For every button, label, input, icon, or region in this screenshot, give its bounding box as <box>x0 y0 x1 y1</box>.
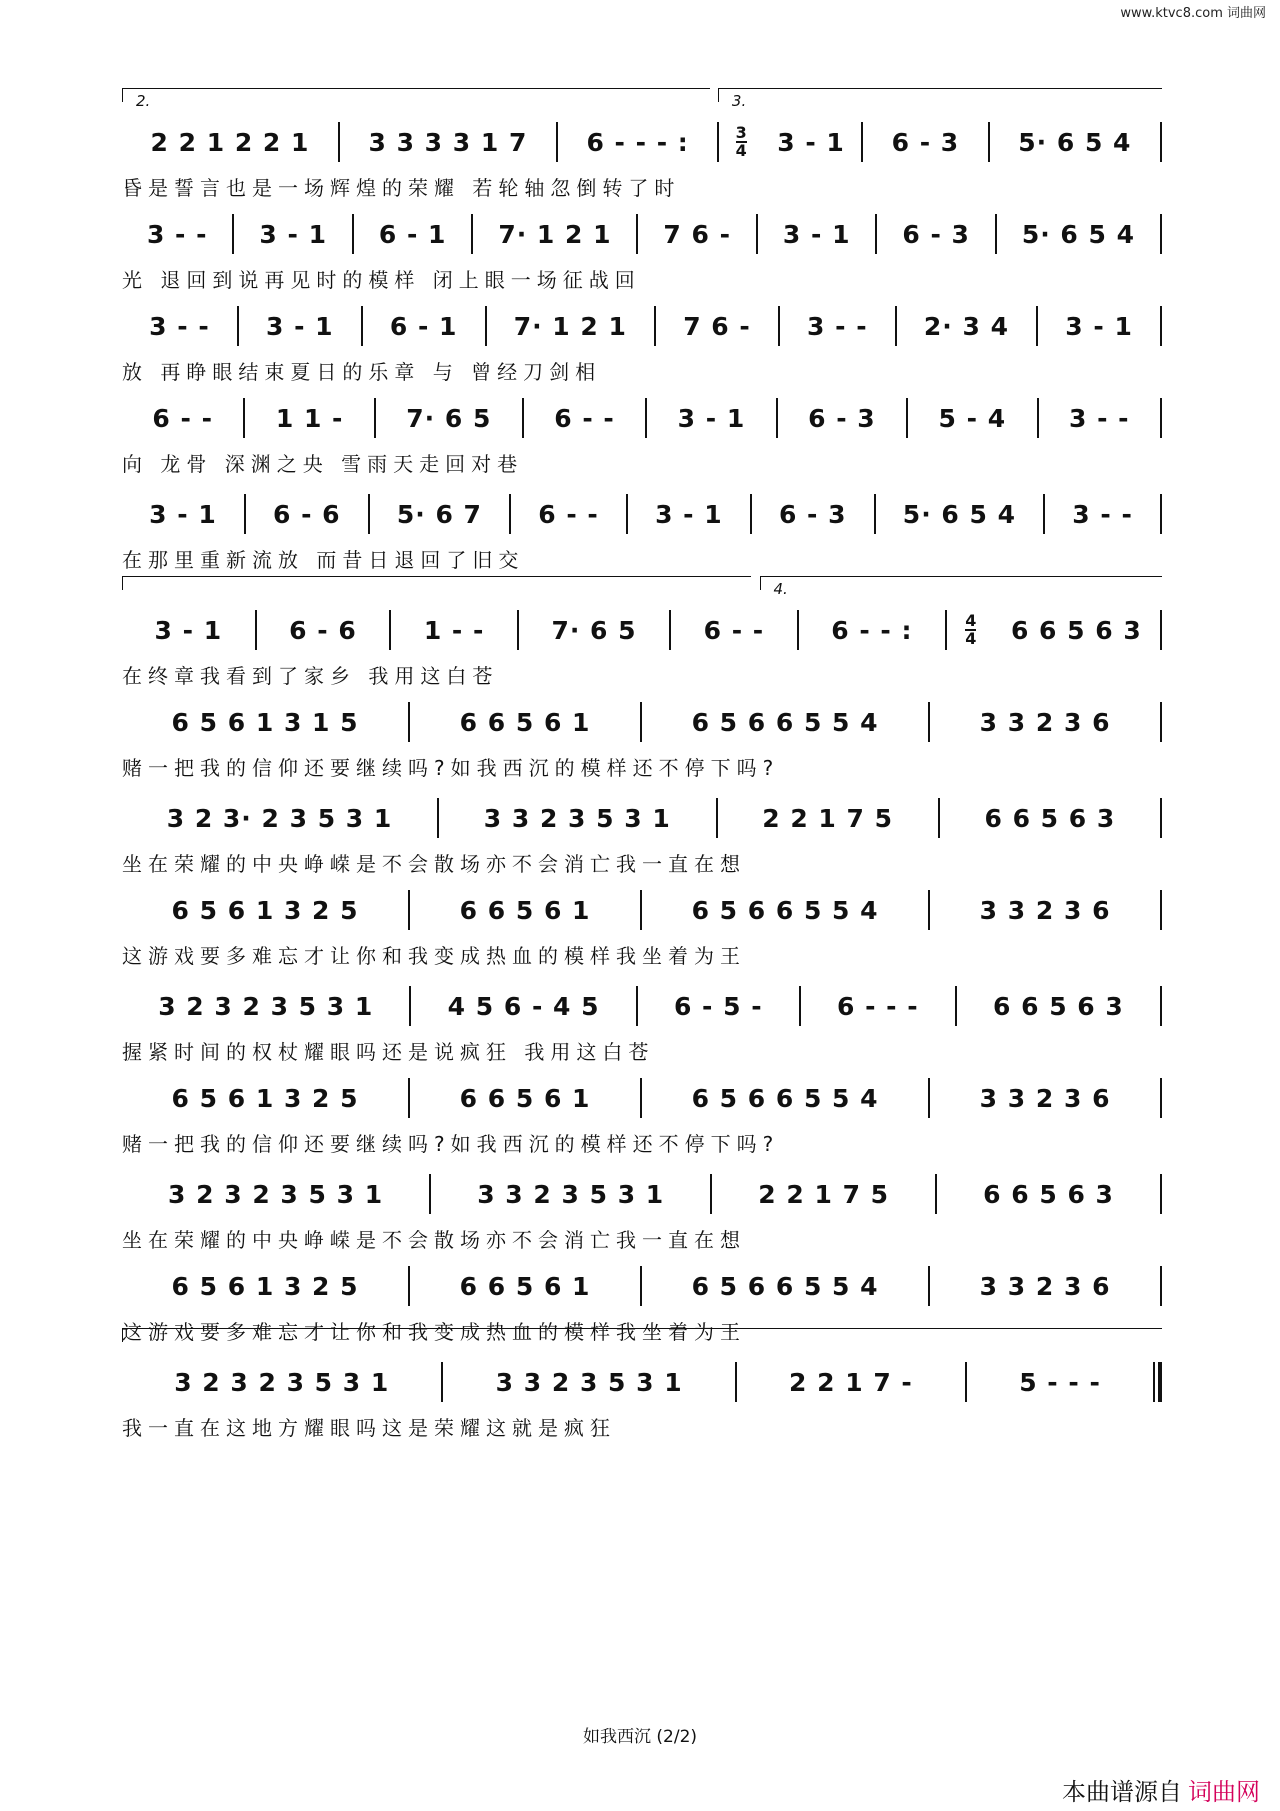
measure-notes: 3 3 2 3 5 3 1 <box>483 803 671 833</box>
notation-row <box>122 398 1162 438</box>
measure <box>718 798 938 838</box>
site-url[interactable]: www.ktvc8.com 词曲网 <box>1120 6 1266 21</box>
measure <box>363 306 485 346</box>
measure <box>122 306 237 346</box>
notation-row <box>122 1266 1162 1306</box>
measure-notes: 1 - - <box>423 615 485 645</box>
measure <box>628 494 750 534</box>
measure-notes: 7· 6 5 <box>406 403 492 433</box>
measure <box>638 986 799 1026</box>
measure <box>122 702 408 742</box>
lyrics-line: 向 龙骨 深渊之央 雪雨天走回对巷 <box>122 452 524 476</box>
final-bar-line <box>1153 1362 1162 1402</box>
measure <box>122 1078 408 1118</box>
measure <box>877 214 994 254</box>
measure-notes: 5· 6 5 4 <box>1021 219 1136 249</box>
measure-notes: 7· 1 2 1 <box>513 311 627 341</box>
score-system <box>122 1328 1162 1448</box>
measure <box>122 214 232 254</box>
bar-line <box>1160 986 1162 1026</box>
volta-label: 3. <box>731 92 747 110</box>
measure-notes: 3 - - <box>1072 499 1133 529</box>
measure-notes: 6 - - <box>554 403 615 433</box>
measure-notes: 6 - 6 <box>273 499 341 529</box>
volta-hook <box>122 576 123 590</box>
measure-notes: 3 - 1 <box>265 311 334 341</box>
time-signature-numerator: 3 <box>735 123 747 142</box>
notation-row <box>122 798 1162 838</box>
lyrics-line: 坐在荣耀的中央峥嵘是不会散场亦不会消亡我一直在想 <box>122 852 746 876</box>
measure-notes: 6 - 3 <box>891 127 960 157</box>
measure <box>558 122 717 162</box>
measure <box>930 890 1160 930</box>
measure <box>122 1362 441 1402</box>
measure <box>780 306 895 346</box>
volta-hook <box>718 88 719 102</box>
measure-notes: 5· 6 7 <box>396 499 482 529</box>
lyrics-line: 赌一把我的信仰还要继续吗?如我西沉的模样还不停下吗? <box>122 1132 780 1156</box>
measure <box>122 798 437 838</box>
measure-notes: 3 3 2 3 6 <box>979 707 1111 737</box>
measure <box>245 398 373 438</box>
bar-line <box>1160 798 1162 838</box>
measure-notes: 7 6 - <box>663 219 731 249</box>
lyrics-line: 赌一把我的信仰还要继续吗?如我西沉的模样还不停下吗? <box>122 756 780 780</box>
measure-notes: 2· 3 4 <box>923 311 1009 341</box>
measure <box>234 214 351 254</box>
measure-notes: 7· 1 2 1 <box>498 219 612 249</box>
measure <box>799 610 945 650</box>
measure-notes: 6 - 1 <box>389 311 458 341</box>
notation-row <box>122 122 1162 162</box>
volta-bracket <box>122 88 710 89</box>
time-signature <box>965 613 976 647</box>
measure-notes: 3 - 1 <box>777 127 845 157</box>
measure-notes: 7· 6 5 <box>551 615 637 645</box>
measure-notes: 3 2 3 2 3 5 3 1 <box>174 1367 390 1397</box>
lyrics-line: 这游戏要多难忘才让你和我变成热血的模样我坐着为王 <box>122 1320 746 1344</box>
measure-notes: 6 5 6 1 3 1 5 <box>171 707 359 737</box>
bar-line <box>1160 1266 1162 1306</box>
measure <box>947 610 1160 650</box>
measure-notes: 6 6 5 6 3 <box>1010 615 1142 645</box>
notation-row <box>122 1362 1162 1402</box>
notation-row <box>122 1078 1162 1118</box>
measure-notes: 6 - - <box>703 615 765 645</box>
measure <box>257 610 390 650</box>
measure <box>410 1266 640 1306</box>
measure <box>937 1174 1160 1214</box>
bar-line <box>1160 702 1162 742</box>
measure-notes: 3 3 3 3 1 7 <box>368 127 528 157</box>
measure-notes: 6 - - - <box>836 991 919 1021</box>
measure <box>376 398 522 438</box>
bar-line <box>1160 1078 1162 1118</box>
source-brand[interactable]: 词曲网 <box>1188 1778 1260 1806</box>
bar-line <box>1160 306 1162 346</box>
measure-notes: 6 - 3 <box>778 499 847 529</box>
lyrics-line: 在那里重新流放 而昔日退回了旧交 <box>122 548 525 572</box>
measure-notes: 3 - 1 <box>782 219 851 249</box>
volta-hook <box>122 1328 123 1342</box>
time-signature-numerator: 4 <box>965 611 977 630</box>
measure-notes: 3 - 1 <box>149 499 217 529</box>
lyrics-line: 在终章我看到了家乡 我用这白苍 <box>122 664 499 688</box>
measure <box>967 1362 1153 1402</box>
measure <box>487 306 654 346</box>
measure-notes: 3 - 1 <box>154 615 223 645</box>
measure-notes: 6 5 6 1 3 2 5 <box>171 1083 359 1113</box>
measure <box>524 398 645 438</box>
measure <box>778 398 906 438</box>
measure <box>340 122 556 162</box>
measure-notes: 6 - - : <box>831 615 913 645</box>
volta-bracket <box>122 1328 1162 1329</box>
measure-notes: 6 - - - : <box>586 127 689 157</box>
measure-notes: 6 - 6 <box>289 615 357 645</box>
measure-notes: 6 5 6 1 3 2 5 <box>171 1271 359 1301</box>
notation-row <box>122 214 1162 254</box>
measure <box>246 494 368 534</box>
notation-row <box>122 890 1162 930</box>
bar-line <box>1160 214 1162 254</box>
measure-notes: 6 5 6 6 5 5 4 <box>691 895 879 925</box>
bar-line <box>1160 122 1162 162</box>
lyrics-line: 这游戏要多难忘才让你和我变成热血的模样我坐着为王 <box>122 944 746 968</box>
measure-notes: 6 6 5 6 1 <box>459 1083 591 1113</box>
measure <box>737 1362 965 1402</box>
measure-notes: 6 5 6 6 5 5 4 <box>691 1083 879 1113</box>
measure <box>122 610 255 650</box>
measure <box>122 890 408 930</box>
measure <box>122 494 244 534</box>
measure-notes: 3 - 1 <box>655 499 723 529</box>
volta-hook <box>760 576 761 590</box>
measure <box>930 702 1160 742</box>
notation-row <box>122 494 1162 534</box>
measure <box>642 890 928 930</box>
time-signature-denominator: 4 <box>965 629 977 648</box>
measure-notes: 6 - - <box>152 403 213 433</box>
volta-bracket <box>122 576 751 577</box>
bar-line <box>1160 610 1162 650</box>
measure <box>758 214 875 254</box>
volta-bracket <box>760 576 1162 577</box>
bar-line <box>1160 890 1162 930</box>
measure <box>642 1266 928 1306</box>
measure <box>997 214 1160 254</box>
lyrics-line: 坐在荣耀的中央峥嵘是不会散场亦不会消亡我一直在想 <box>122 1228 746 1252</box>
measure <box>411 986 635 1026</box>
source-credit[interactable] <box>1062 1772 1260 1807</box>
measure-notes: 6 5 6 6 5 5 4 <box>691 1271 879 1301</box>
measure-notes: 2 2 1 7 5 <box>758 1179 890 1209</box>
bar-line <box>1160 494 1162 534</box>
measure <box>656 306 778 346</box>
measure <box>122 1266 408 1306</box>
measure <box>897 306 1036 346</box>
measure-notes: 3 - - <box>1068 403 1130 433</box>
measure <box>647 398 775 438</box>
measure-notes: 3 - - <box>149 311 210 341</box>
bar-line <box>1160 1174 1162 1214</box>
measure-notes: 4 5 6 - 4 5 <box>447 991 600 1021</box>
measure-notes: 3 2 3 2 3 5 3 1 <box>158 991 374 1021</box>
measure <box>638 214 755 254</box>
measure-notes: 3 - 1 <box>677 403 746 433</box>
measure-notes: 3 - - <box>807 311 868 341</box>
lyrics-line: 光 退回到说再见时的模样 闭上眼一场征战回 <box>122 268 641 292</box>
measure-notes: 2 2 1 7 - <box>789 1367 913 1397</box>
notation-row <box>122 610 1162 650</box>
measure <box>410 890 640 930</box>
measure <box>863 122 988 162</box>
measure <box>511 494 626 534</box>
measure-notes: 3 3 2 3 5 3 1 <box>477 1179 665 1209</box>
measure-notes: 5· 6 5 4 <box>902 499 1016 529</box>
lyrics-line: 昏是誓言也是一场辉煌的荣耀 若轮轴忽倒转了时 <box>122 176 681 200</box>
page-footer-title: 如我西沉 (2/2) <box>582 1727 698 1747</box>
source-label: 本曲谱源自 <box>1062 1778 1182 1806</box>
measure-notes: 3 - 1 <box>259 219 327 249</box>
measure <box>712 1174 935 1214</box>
score-system <box>122 460 1162 580</box>
lyrics-line: 握紧时间的权杖耀眼吗还是说疯狂 我用这白苍 <box>122 1040 655 1064</box>
measure-notes: 7 6 - <box>683 311 751 341</box>
lyrics-line: 我一直在这地方耀眼吗这是荣耀这就是疯狂 <box>122 1416 616 1440</box>
measure-notes: 3 - - <box>146 219 208 249</box>
measure <box>431 1174 710 1214</box>
volta-label: 2. <box>136 92 151 110</box>
measure-notes: 3 3 2 3 6 <box>979 895 1111 925</box>
measure-notes: 6 6 5 6 1 <box>459 895 591 925</box>
measure-notes: 6 6 5 6 3 <box>983 1179 1114 1209</box>
measure <box>1039 398 1160 438</box>
measure <box>801 986 955 1026</box>
measure <box>473 214 636 254</box>
measure-notes: 6 - 3 <box>808 403 876 433</box>
measure-notes: 6 6 5 6 1 <box>459 707 591 737</box>
measure <box>122 986 409 1026</box>
measure-notes: 6 6 5 6 3 <box>993 991 1124 1021</box>
notation-row <box>122 306 1162 346</box>
measure-notes: 6 5 6 1 3 2 5 <box>171 895 359 925</box>
measure <box>122 1174 429 1214</box>
measure <box>930 1078 1160 1118</box>
measure <box>719 122 861 162</box>
measure <box>1038 306 1160 346</box>
measure-notes: 5· 6 5 4 <box>1018 127 1132 157</box>
measure <box>671 610 797 650</box>
bar-line <box>1160 398 1162 438</box>
notation-row <box>122 986 1162 1026</box>
measure-notes: 6 - 3 <box>902 219 970 249</box>
measure <box>940 798 1160 838</box>
measure <box>519 610 669 650</box>
measure-notes: 1 1 - <box>275 403 344 433</box>
measure <box>239 306 361 346</box>
measure <box>930 1266 1160 1306</box>
measure <box>908 398 1036 438</box>
measure-notes: 3 3 2 3 5 3 1 <box>495 1367 683 1397</box>
measure-notes: 3 - 1 <box>1065 311 1133 341</box>
measure-notes: 3 3 2 3 6 <box>979 1271 1111 1301</box>
measure-notes: 6 6 5 6 1 <box>459 1271 591 1301</box>
time-signature-denominator: 4 <box>735 141 747 160</box>
time-signature <box>736 125 747 159</box>
measure <box>391 610 517 650</box>
measure <box>642 702 928 742</box>
measure <box>354 214 471 254</box>
measure-notes: 6 5 6 6 5 5 4 <box>691 707 879 737</box>
measure-notes: 5 - 4 <box>938 403 1007 433</box>
measure <box>957 986 1160 1026</box>
measure <box>1045 494 1160 534</box>
measure <box>122 122 338 162</box>
measure-notes: 3 2 3 2 3 5 3 1 <box>168 1179 384 1209</box>
measure-notes: 5 - - - <box>1019 1367 1101 1397</box>
measure <box>642 1078 928 1118</box>
volta-bracket <box>718 88 1162 89</box>
measure <box>990 122 1160 162</box>
measure <box>370 494 509 534</box>
measure <box>439 798 715 838</box>
measure <box>443 1362 734 1402</box>
measure-notes: 6 6 5 6 3 <box>984 803 1116 833</box>
lyrics-line: 放 再睁眼结束夏日的乐章 与 曾经刀剑相 <box>122 360 602 384</box>
notation-row <box>122 1174 1162 1214</box>
measure-notes: 3 2 3· 2 3 5 3 1 <box>166 803 393 833</box>
notation-row <box>122 702 1162 742</box>
measure-notes: 2 2 1 7 5 <box>762 803 894 833</box>
measure <box>410 702 640 742</box>
measure-notes: 3 3 2 3 6 <box>979 1083 1111 1113</box>
measure <box>752 494 874 534</box>
volta-hook <box>122 88 123 102</box>
measure <box>410 1078 640 1118</box>
volta-label: 4. <box>773 580 788 598</box>
measure <box>876 494 1043 534</box>
measure-notes: 6 - 5 - <box>673 991 763 1021</box>
measure <box>122 398 243 438</box>
measure-notes: 6 - 1 <box>378 219 447 249</box>
measure-notes: 2 2 1 2 2 1 <box>150 127 310 157</box>
measure-notes: 6 - - <box>538 499 599 529</box>
